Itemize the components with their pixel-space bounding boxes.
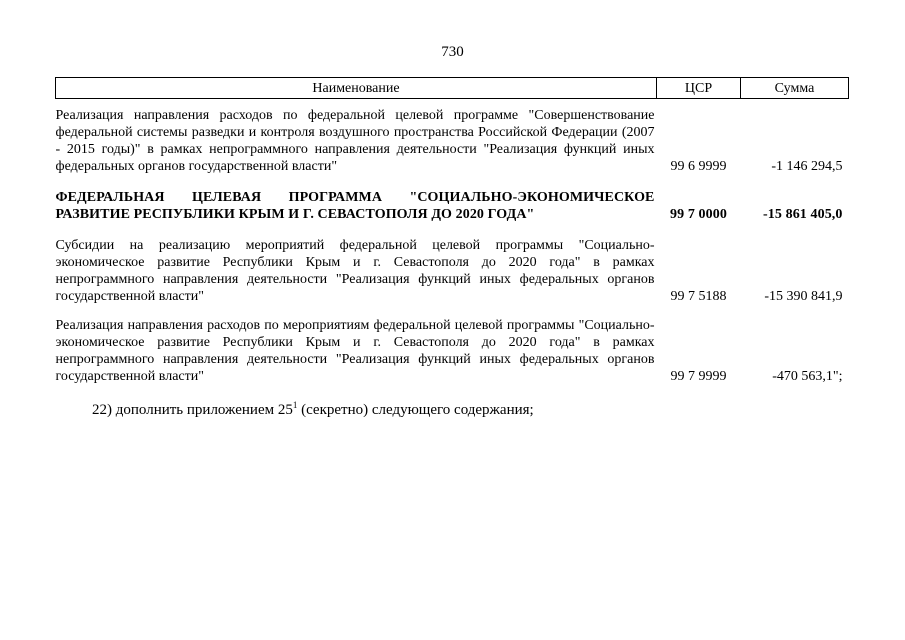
header-csr: ЦСР: [657, 78, 741, 99]
amendment-text-main: 22) дополнить приложением 25: [92, 402, 293, 418]
row-sum: -15 861 405,0: [763, 207, 843, 222]
row-name: Субсидии на реализацию мероприятий федеральной целевой программы "Социально-экономическое развитие Республики Крым и г. Севастополя до 2020 года" в рамках непрограммного направления деятельности "Реализация функций иных федеральных органов государственной власти": [55, 238, 655, 304]
header-name: Наименование: [56, 78, 657, 99]
row-sum: -15 390 841,9: [764, 289, 843, 304]
table-row: [56, 223, 849, 305]
row-csr: 99 6 9999: [670, 159, 727, 174]
row-name: ФЕДЕРАЛЬНАЯ ЦЕЛЕВАЯ ПРОГРАММА "СОЦИАЛЬНО-ЭКОНОМИЧЕСКОЕ РАЗВИТИЕ РЕСПУБЛИКИ КРЫМ И Г. СЕВАСТОПОЛЯ ДО 2020 ГОДА": [55, 190, 655, 222]
page-number: 730: [441, 44, 464, 60]
row-csr: 99 7 5188: [670, 289, 727, 304]
row-name: Реализация направления расходов по мероприятиям федеральной целевой программы "Социально-экономическое развитие Республики Крым и г. Севастополя до 2020 года" в рамках непрограммного направления деятельности "Реализация функций иных федеральных органов государственной власти": [55, 318, 655, 384]
row-csr: 99 7 9999: [670, 369, 727, 384]
amendment-superscript: 1: [292, 400, 298, 410]
row-csr: 99 7 0000: [670, 207, 727, 222]
amendment-text-tail: (секретно) следующего содержания;: [297, 402, 534, 418]
row-sum: -470 563,1";: [772, 369, 843, 384]
table-header-row: [56, 78, 849, 99]
amendment-text: [92, 402, 534, 419]
row-sum: -1 146 294,5: [771, 159, 843, 174]
budget-table: [55, 77, 849, 385]
table-row: [56, 305, 849, 385]
header-sum: Сумма: [741, 78, 849, 99]
row-name: Реализация направления расходов по федеральной целевой программе "Совершенствование федеральной системы разведки и контроля воздушного пространства Российской Федерации (2007 - 2015 годы)" в рамках непрограммного направления деятельности "Реализация функций иных федеральных органов государственной власти": [55, 108, 655, 174]
table-row: [56, 99, 849, 176]
table-row: [56, 175, 849, 223]
